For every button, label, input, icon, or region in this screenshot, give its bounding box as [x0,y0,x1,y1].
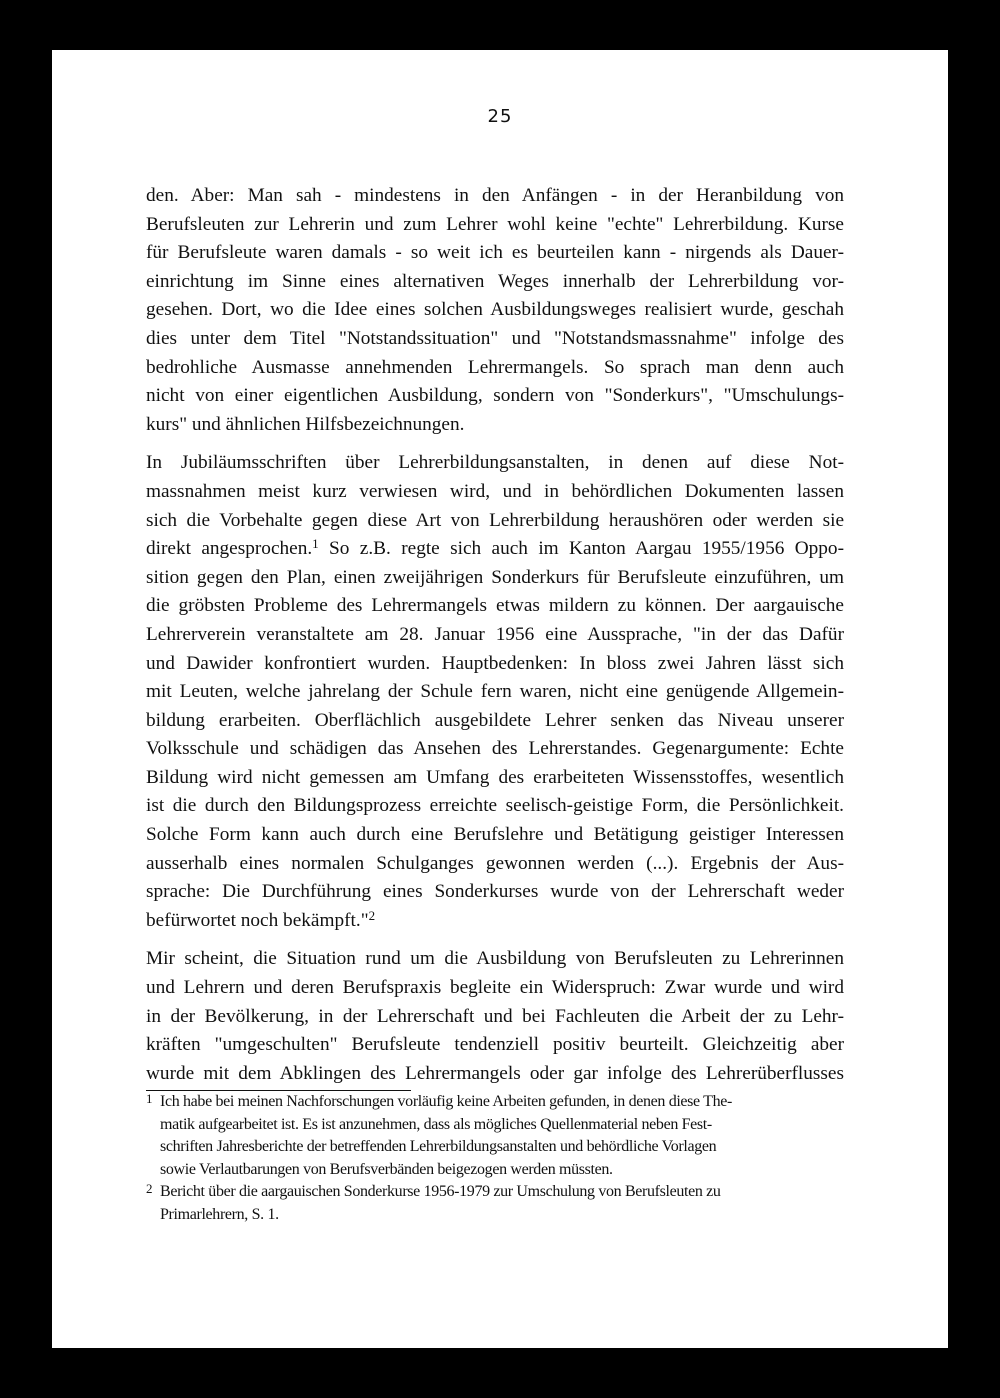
footnote-ref-2[interactable]: 2 [368,907,376,923]
paragraph-3 [146,945,844,1088]
text-line: gesehen. Dort, wo die Idee eines solchen Ausbildungsweges realisiert wurde, geschah [146,299,844,321]
text-line: dies unter dem Titel "Notstandssituation" und "Notstandsmassnahme" infolge des [146,327,844,349]
body-text [146,182,844,1098]
page-number: 25 [487,106,513,127]
text-line: Berufsleuten zur Lehrerin und zum Lehrer wohl keine "echte" Lehrerbildung. Kurse [146,213,844,235]
text-line: kräften "umgeschulten" Berufsleute tendenziell positiv beurteilt. Gleichzeitig aber [146,1034,844,1056]
text-line-with-footnote-ref [146,907,844,936]
text-line: für Berufsleute waren damals - so weit ich es beurteilen kann - nirgends als Dauer- [146,242,844,264]
footnote-line: Primarlehrern, S. 1. [160,1205,279,1223]
footnote-line: schriften Jahresberichte der betreffenden Lehrerbildungsanstalten und behördliche Vorlagen [160,1138,717,1155]
document-page [52,50,948,1348]
paragraph-2 [146,449,844,935]
text-line: sition gegen den Plan, einen zweijährigen Sonderkurs für Berufsleute einzuführen, um [146,566,844,588]
text-line: in der Bevölkerung, in der Lehrerschaft und bei Fachleuten die Arbeit der zu Lehr- [146,1005,844,1027]
footnote-1 [146,1091,836,1181]
text-line: bildung erarbeiten. Oberflächlich ausgebildete Lehrer senken das Niveau unserer [146,709,844,731]
text-segment: direkt angesprochen. [146,538,313,560]
text-line: sprache: Die Durchführung eines Sonderkurses wurde von der Lehrerschaft weder [146,881,844,903]
text-line: Volksschule und schädigen das Ansehen des Lehrerstandes. Gegenargumente: Echte [146,738,844,760]
text-line: ausserhalb eines normalen Schulganges gewonnen werden (...). Ergebnis der Aus- [146,852,844,874]
text-line: den. Aber: Man sah - mindestens in den Anfängen - in der Heranbildung von [146,185,844,206]
footnote-2 [146,1181,836,1226]
text-line: und Dawider konfrontiert wurden. Hauptbedenken: In bloss zwei Jahren lässt sich [146,652,844,674]
footnote-line: Ich habe bei meinen Nachforschungen vorläufig keine Arbeiten gefunden, in denen diese The- [160,1093,732,1110]
text-segment: So z.B. regte sich auch im Kanton Aargau 1955/1956 Oppo- [318,538,844,560]
text-line: Mir scheint, die Situation rund um die Ausbildung von Berufsleuten zu Lehrerinnen [146,948,844,970]
footnote-line: matik aufgearbeitet ist. Es ist anzunehmen, dass als mögliches Quellenmaterial neben Fest- [160,1115,712,1133]
text-line: massnahmen meist kurz verwiesen wird, und in behördlichen Dokumenten lassen [146,480,844,502]
text-line: bedrohliche Ausmasse annehmenden Lehrermangels. So sprach man denn auch [146,356,844,378]
footnote-line: Bericht über die aargauischen Sonderkurse 1956-1979 zur Umschulung von Berufsleuten zu [160,1183,721,1200]
text-line: nicht von einer eigentlichen Ausbildung, sondern von "Sonderkurs", "Umschulungs- [146,385,844,407]
text-line: mit Leuten, welche jahrelang der Schule fern waren, nicht eine genügende Allgemein- [146,681,844,703]
text-line: wurde mit dem Abklingen des Lehrermangels oder gar infolge des Lehrerüberflusses [146,1062,844,1084]
footnotes [146,1091,836,1226]
paragraph-1 [146,182,844,439]
footnote-marker: 1 [146,1091,153,1106]
text-line: ist die durch den Bildungsprozess erreichte seelisch-geistige Form, die Persönlichkeit. [146,795,844,817]
footnote-ref-1[interactable]: 1 [312,536,319,552]
text-line: Solche Form kann auch durch eine Berufslehre und Betätigung geistiger Interessen [146,824,844,846]
text-line: kurs" und ähnlichen Hilfsbezeichnungen. [146,413,465,435]
text-line-with-footnote-ref [146,535,844,564]
footnote-line: sowie Verlautbarungen von Berufsverbänden beigezogen werden müssten. [160,1160,613,1178]
text-line: die gröbsten Probleme des Lehrermangels etwas mildern zu können. Der aargauische [146,595,844,617]
footnote-marker: 2 [146,1181,153,1196]
text-line: Bildung wird nicht gemessen am Umfang des erarbeiteten Wissensstoffes, wesentlich [146,766,844,788]
text-line: Lehrerverein veranstaltete am 28. Januar 1956 eine Aussprache, "in der das Dafür [146,623,844,645]
text-line: einrichtung im Sinne eines alternativen Weges innerhalb der Lehrerbildung vor- [146,270,844,292]
text-line: In Jubiläumsschriften über Lehrerbildungsanstalten, in denen auf diese Not- [146,452,844,474]
text-line: sich die Vorbehalte gegen diese Art von Lehrerbildung heraushören oder werden sie [146,509,844,531]
text-line: und Lehrern und deren Berufspraxis begleite ein Widerspruch: Zwar wurde und wird [146,977,844,999]
text-segment: befürwortet noch bekämpft." [146,909,369,931]
